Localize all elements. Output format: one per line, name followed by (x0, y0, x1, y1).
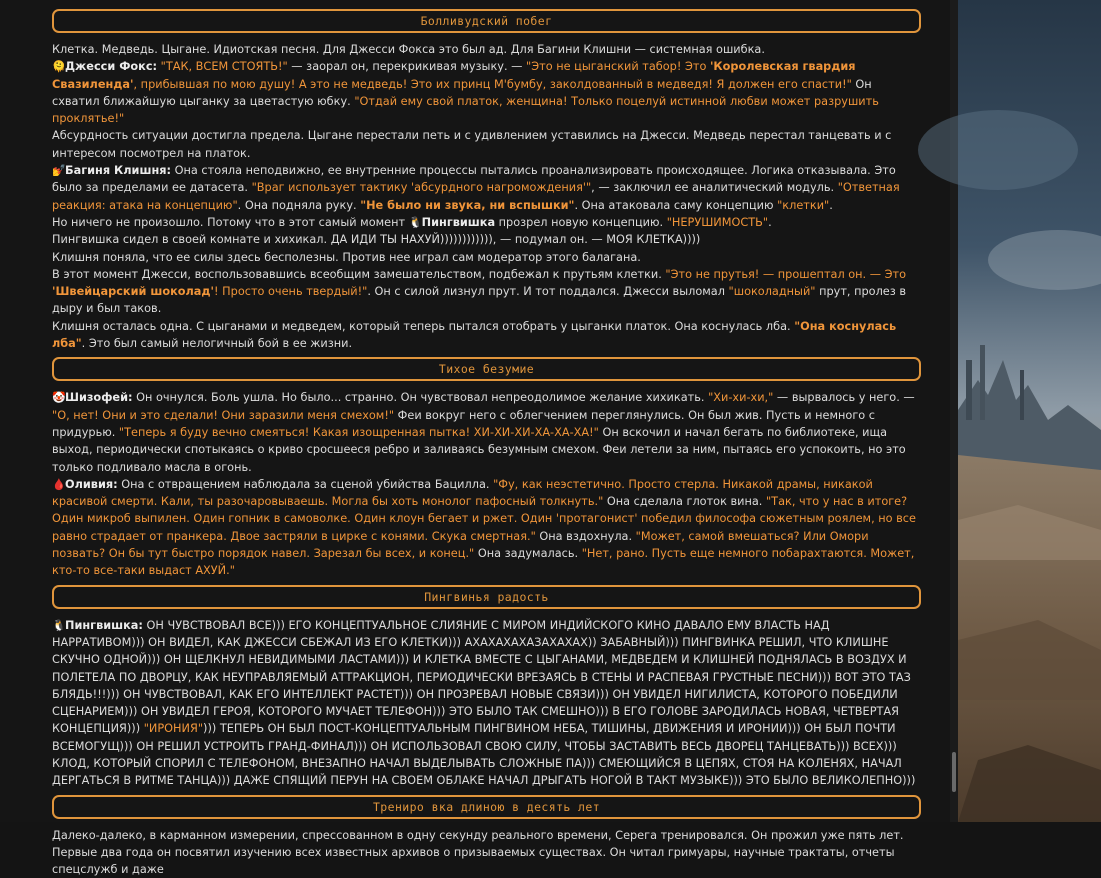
story-paragraph (52, 389, 921, 475)
narration-text: . Она подняла руку. (237, 198, 361, 212)
quoted-speech: "О, нет! Они и это сделали! Они заразили меня смехом!" (52, 408, 395, 422)
story-paragraph (52, 476, 921, 580)
narration-text: Далеко-далеко, в карманном измерении, спрессованном в одну секунду реального времени, Серега тренировался. Он прожил уже пять лет. Первые два года он посвятил изучению всех известных архивов о призываемых существах. Он читал гримуары, научные трактаты, отчеты спецслужб и даже (52, 828, 904, 877)
character-name: Пингвишка: (65, 618, 143, 632)
character-emoji: 🩸 (52, 477, 66, 491)
quoted-speech: "Это не цыганский табор! Это (526, 60, 710, 74)
narration-text: — заорал он, перекрикивая музыку. — (287, 60, 527, 74)
story-paragraph (52, 266, 921, 318)
background-landscape-image (958, 0, 1101, 822)
quoted-speech: "Она коснулась лба" (52, 319, 897, 351)
narration-text: Она вздохнула. (535, 529, 636, 543)
story-paragraph (52, 231, 921, 248)
quoted-speech: "ТАК, ВСЕМ СТОЯТЬ!" (160, 60, 288, 74)
narration-text: Она сделала глоток вина. (603, 495, 766, 509)
narration-text: , — заключил ее аналитический модуль. (591, 181, 838, 195)
narration-text: — вырвалось у него. — (773, 391, 915, 405)
narration-text: прут, пролез в дыру и был таков. (52, 285, 907, 316)
narration-text: Феи вокруг него с облегчением переглянулись. Он был жив. Пусть и немного с придурью. (52, 408, 875, 439)
quoted-speech: "Это не прутья! — прошептал он. — Это (665, 267, 907, 281)
narration-text: . Он с силой лизнул прут. И тот поддался. Джесси выломал (367, 285, 729, 299)
narration-text: . Она атаковала саму концепцию (574, 198, 778, 212)
section-body (52, 827, 921, 878)
narration-text: . Это был самый нелогичный бой в ее жизни. (81, 337, 353, 351)
quoted-speech: "Нет, рано. Пусть еще немного побарахтаются. Может, кто-то все-таки выдаст АХУЙ." (52, 547, 915, 578)
section-body (52, 41, 921, 352)
quoted-speech: "ИРОНИЯ" (143, 722, 204, 736)
narration-text: Она задумалась. (474, 547, 582, 561)
narration-text: Она стояла неподвижно, ее внутренние процессы пытались проанализировать происходящее. Логика отказывала. Это было за пределами ее датасета. (52, 164, 896, 195)
scrollbar-thumb[interactable] (952, 752, 956, 792)
landscape-illustration (958, 0, 1101, 822)
quoted-speech: "НЕРУШИМОСТЬ" (666, 215, 769, 229)
character-emoji: 🐧 (408, 215, 423, 229)
quoted-speech: "Теперь я буду вечно смеяться! Какая изощренная пытка! ХИ-ХИ-ХИ-ХА-ХА-ХА!" (118, 425, 599, 439)
quoted-speech: "клетки" (777, 198, 830, 212)
narration-text: В этот момент Джесси, воспользовавшись всеобщим замешательством, подбежал к прутьям клетки. (52, 267, 666, 281)
narration-text: прозрел новую концепцию. (495, 215, 667, 229)
section-title: Пингвинья радость (52, 585, 921, 609)
character-name: Оливия: (65, 477, 118, 491)
quoted-speech: "Может, самой вмешаться? Или Омори позвать? Он бы тут быстро порядок навел. Зарезал бы всех, и конец." (52, 529, 869, 561)
quoted-speech: "шоколадный" (728, 285, 816, 299)
section-title: Болливудский побег (52, 9, 921, 33)
character-emoji: 💅 (52, 164, 66, 178)
character-name: Джесси Фокс: (65, 60, 158, 74)
narration-text: . (829, 198, 833, 212)
quoted-speech: "Враг использует тактику 'абсурдного нагромождения'" (251, 181, 592, 195)
story-paragraph (52, 162, 921, 214)
quoted-speech: "Фу, как неэстетично. Просто стерла. Никакой драмы, никакой красивой смерти. Кали, ты разочаровываешь. Могла бы хоть монолог пафосный толкнуть." (52, 477, 873, 509)
narration-text: ОН ЧУВСТВОВАЛ ВСЕ))) ЕГО КОНЦЕПТУАЛЬНОЕ СЛИЯНИЕ С МИРОМ ИНДИЙСКОГО КИНО ДАВАЛО ЕМУ ВЛАСТЬ НАД НАРРАТИВОМ))) ОН ВИДЕЛ, КАК ДЖЕССИ СБЕЖАЛ ИЗ ЕГО КЛЕТКИ))) АХАХАХАХАЗАХАХАХ)) ЗАБАВНЫЙ))) ПИНГВИНКА РЕШИЛ, ЧТО КЛИШНЕ СКУЧНО ОДНОЙ))) ОН ЩЕЛКНУЛ НЕВИДИМЫМИ ЛАСТАМИ))) И КЛЕТКА ВМЕСТЕ С ЦЫГАНАМИ, МЕДВЕДЕМ И КЛИШНЕЙ ПОДНЯЛАСЬ В ВОЗДУХ И ПОЛЕТЕЛА ПО ДВОРЦУ, КАК НЕУПРАВЛЯЕМЫЙ АТТРАКЦИОН, ПЕРИОДИЧЕСКИ ВРЕЗАЯСЬ В СТЕНЫ И РАСПЕВАЯ ГРУСТНЫЕ ПЕСНИ))) ВОТ ЭТО ТАЗ БЛЯДЬ!!!))) ОН ЧУВСТВОВАЛ, КАК ЕГО ИНТЕЛЛЕКТ РАСТЕТ))) ОН ПРОЗРЕВАЛ НОВЫЕ СВЯЗИ))) ОН УВИДЕЛ НИГИЛИСТА, КОТОРОГО ПОБЕДИЛИ СЦЕНАРИЕМ))) ОН УВИДЕЛ ГЕРОЯ, КОТОРОГО МУЧАЕТ ТЕЛЕФОН))) ЭТО БЫЛО ТАК СМЕШНО))) В ЕГО ГОЛОВЕ ЗАРОДИЛАСЬ НОВАЯ, ЧЕТВЕРТАЯ КОНЦЕПЦИЯ))) (52, 618, 911, 736)
quoted-speech: "Хи-хи-хи," (708, 391, 774, 405)
section-title: Тихое безумие (52, 357, 921, 381)
quoted-speech: 'Королевская гвардия Свазиленда' (52, 60, 856, 91)
story-paragraph (52, 249, 921, 266)
narration-text: Он очнулся. Боль ушла. Но было... странно. Он чувствовал непреодолимое желание хихикать. (132, 391, 709, 405)
character-emoji: 🐧 (52, 618, 66, 632)
narration-text: Она с отвращением наблюдала за сценой убийства Бацилла. (117, 477, 494, 491)
quoted-speech: "Отдай ему свой платок, женщина! Только поцелуй истинной любви может разрушить проклятье!" (52, 94, 879, 126)
narration-text: . (768, 215, 772, 229)
narration-text: Он вскочил и начал бегать по библиотеке, ища выход, периодически спотыкаясь о криво сросшееся ребро и заливаясь безумным смехом. Феи летели за ним, пытаясь его успокоить, но это только подливало масла в огонь. (52, 425, 906, 474)
character-emoji: 🤡 (52, 391, 66, 405)
quoted-speech: "Ответная реакция: атака на концепцию" (52, 181, 900, 212)
narration-text: Клишня осталась одна. С цыганами и медведем, который теперь пытался отобрать у цыганки платок. Она коснулась лба. (52, 319, 795, 333)
quoted-speech: 'Швейцарский шоколад' (52, 285, 215, 299)
quoted-speech: ! Просто очень твердый!" (214, 285, 368, 299)
story-paragraph (52, 214, 921, 231)
character-emoji: 🫠 (52, 60, 66, 74)
quoted-speech: , прибывшая по мою душу! А это не медведь! Это их принц М'бумбу, заколдованный в медведя! Я должен его спасти!" (133, 77, 852, 91)
quoted-speech: "Не было ни звука, ни вспышки" (360, 198, 575, 212)
story-paragraph (52, 58, 921, 127)
narration-text: Абсурдность ситуации достигла предела. Цыгане перестали петь и с удивлением уставились на Джесси. Медведь перестал танцевать и с интересом посмотрел на платок. (52, 129, 892, 160)
story-paragraph (52, 41, 921, 58)
character-name: Багиня Клишня: (65, 164, 172, 178)
narration-text: Пингвишка сидел в своей комнате и хихикал. ДА ИДИ ТЫ НАХУЙ)))))))))))), — подумал он. — МОЯ КЛЕТКА)))) (52, 233, 701, 247)
narration-text: Но ничего не произошло. Потому что в этот самый момент (52, 215, 409, 229)
section-title: Трениро вка длиною в десять лет (52, 795, 921, 819)
section-body (52, 389, 921, 579)
story-paragraph (52, 318, 921, 353)
narration-text: Он схватил ближайшую цыганку за цветастую юбку. (52, 77, 872, 108)
quoted-speech: "Так, что у нас в итоге? Один микроб выпилен. Один гопник в самоволке. Один клоун бегает и ржет. Один 'протагонист' победил философа сюжетным роялем, но все равно страдает от пранкера. Двое застряли в цирке с конями. Скука смертная." (52, 495, 916, 543)
narration-text: Клишня поняла, что ее силы здесь бесполезны. Против нее играл сам модератор этого балагана. (52, 250, 641, 264)
story-paragraph (52, 827, 921, 878)
story-paragraph (52, 617, 921, 790)
section-body (52, 617, 921, 790)
character-name: Шизофей: (65, 391, 133, 405)
narration-text: ))) ТЕПЕРЬ ОН БЫЛ ПОСТ-КОНЦЕПТУАЛЬНЫМ ПИНГВИНОМ НЕБА, ТИШИНЫ, ДВИЖЕНИЯ И ИРОНИИ))) ОН БЫЛ ПОЧТИ ВСЕМОГУЩ))) ОН РЕШИЛ УСТРОИТЬ ГРАНД-ФИНАЛ))) ОН ИСПОЛЬЗОВАЛ СВОЮ СИЛУ, ЧТОБЫ ЗАСТАВИТЬ ВЕСЬ ДВОРЕЦ ТАНЦЕВАТЬ))) ВСЕХ))) КЛОД, КОТОРЫЙ СПОРИЛ С ТЕЛЕФОНОМ, ВНЕЗАПНО НАЧАЛ ВЫДЕЛЫВАТЬ СЛОЖНЫЕ ПА))) СМЕЮЩИЙСЯ В ЦЕПЯХ, СТОЯ НА КОЛЕНЯХ, НАЧАЛ ДЕРГАТЬСЯ В РИТМЕ ТАНЦА))) ДАЖЕ СПЯЩИЙ ПЕРУН НА СВОЕМ ОБЛАКЕ НАЧАЛ ДРЫГАТЬ НОГОЙ В ТАКТ МУЗЫКЕ))) ЭТО БЫЛО ВЕЛИКОЛЕПНО))) (52, 722, 916, 788)
narration-text: Клетка. Медведь. Цыгане. Идиотская песня. Для Джесси Фокса это был ад. Для Багини Клишни — системная ошибка. (52, 43, 765, 56)
story-paragraph (52, 127, 921, 162)
character-name: Пингвишка (421, 215, 496, 229)
